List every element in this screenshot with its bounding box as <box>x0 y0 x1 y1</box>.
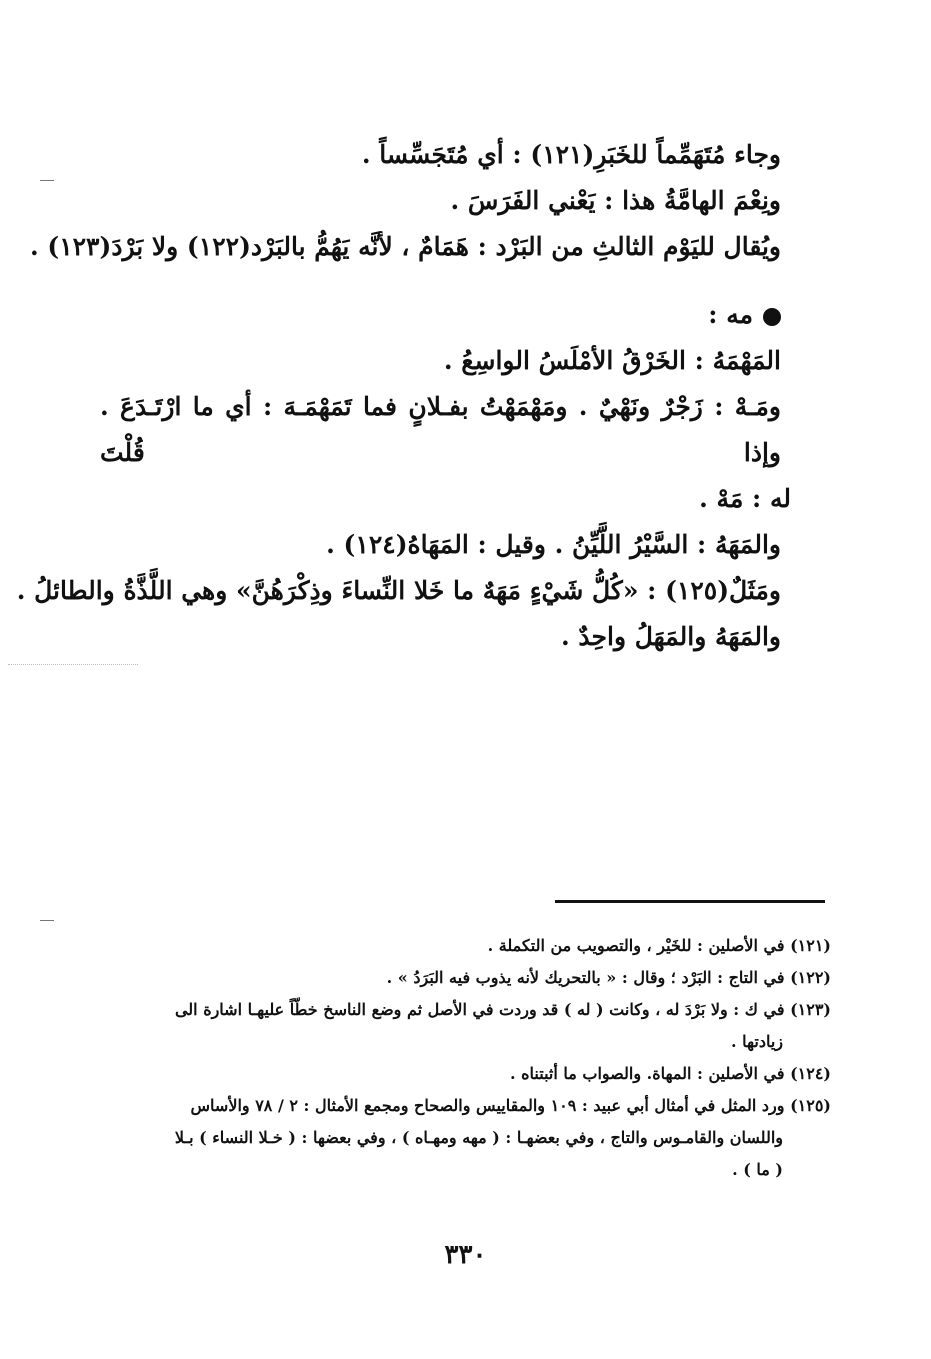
footnote-125: (١٢٥) ورد المثل في أمثال أبي عبيد : ١٠٩ والمقاييس والصحاح ومجمع الأمثال : ٢ / ٧٨ والأساس <box>190 1096 831 1115</box>
text-line: ونِعْمَ الهامَّةُ هذا : يَعْني الفَرَسَ . <box>450 186 781 215</box>
text-line: ومَـهْ : زَجْرٌ ونَهْيٌ . ومَهْمَهْتُ بفـلانٍ فما تَمَهْمَـهَ : أي ما ارْتَـدَعَ . وإذا قُلْتَ <box>100 392 781 467</box>
footnote-125-continuation: واللسان والقامـوس والتاج ، وفي بعضهـا : ( مهه ومهـاه ) ، وفي بعضها : ( خـلا النساء ) بـلا <box>174 1128 783 1147</box>
text-line: والمَهَهُ والمَهَلُ واحِدٌ . <box>561 622 781 651</box>
bullet-icon <box>763 308 781 326</box>
text-line: ويُقال لليَوْم الثالثِ من البَرْد : هَمَامٌ ، لأنَّه يَهُمُّ بالبَرْد(١٢٢) ولا بَرْدَ(١٢٣) . <box>29 232 781 261</box>
footnote-124: (١٢٤) في الأصلين : المهاة. والصواب ما أثبتناه . <box>510 1064 831 1083</box>
text-line: والمَهَهُ : السَّيْرُ اللَّيِّنُ . وقيل : المَهَاهُ(١٢٤) . <box>326 530 781 559</box>
footnote-123: (١٢٣) في ك : ولا بَرْدَ له ، وكانت ( له ) قد وردت في الأصل ثم وضع الناسخ خطّاً عليهـا اشارة الى <box>174 1000 831 1019</box>
margin-mark <box>40 180 54 181</box>
footnote-125-continuation: ( ما ) . <box>732 1160 783 1179</box>
text-line-continuation: له : مَهْ . <box>699 484 791 513</box>
section-heading-label: مه : <box>708 300 753 329</box>
text-line: ومَثَلٌ(١٢٥) : «كُلُّ شَيْءٍ مَهَهٌ ما خَلا النِّساءَ وذِكْرَهُنَّ» وهي اللَّذَّةُ والطائلُ . <box>16 576 781 605</box>
footnote-122: (١٢٢) في التاج : البَرْد ؛ وقال : « بالتحريك لأنه يذوب فيه البَرَدُ » . <box>386 968 831 987</box>
footnote-121: (١٢١) في الأصلين : للخَيْر ، والتصويب من التكملة . <box>487 936 831 955</box>
page-number: ٣٣٠ <box>444 1240 487 1270</box>
footnote-123-continuation: زيادتها . <box>730 1032 783 1051</box>
margin-mark <box>8 664 138 666</box>
text-line: المَهْمَهُ : الخَرْقُ الأمْلَسُ الواسِعُ . <box>443 346 781 375</box>
main-text <box>16 132 791 660</box>
margin-mark <box>40 920 54 921</box>
section-heading <box>100 292 781 338</box>
text-line: وجاء مُتَهَمِّماً للخَبَرِ(١٢١) : أي مُتَجَسِّساً . <box>361 140 781 169</box>
footnotes <box>108 930 831 1186</box>
footnote-separator <box>555 900 825 903</box>
